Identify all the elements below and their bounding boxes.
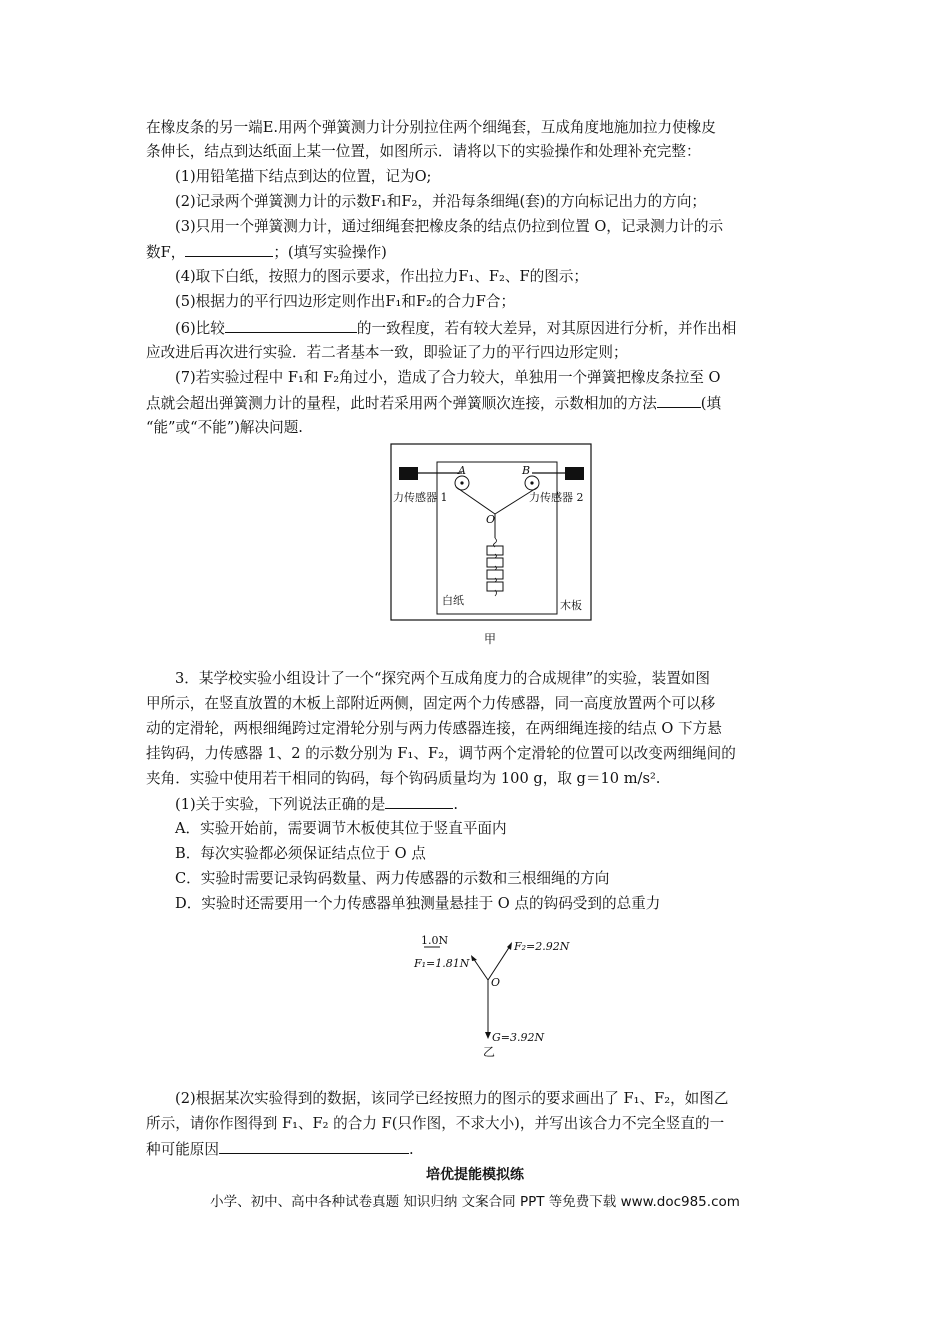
option-c: C．实验时需要记录钩码数量、两力传感器的示数和三根细绳的方向 — [175, 870, 610, 887]
sensor-2-block — [565, 467, 584, 480]
q3-line: 挂钩码，力传感器 1、2 的示数分别为 F₁、F₂，调节两个定滑轮的位置可以改变两细绳间的 — [146, 745, 736, 762]
q3-sub2: (2)根据某次实验得到的数据，该同学已经按照力的图示的要求画出了 F₁、F₂，如图乙 — [175, 1090, 729, 1107]
step-2: (2)记录两个弹簧测力计的示数F₁和F₂，并沿每条细绳(套)的方向标记出力的方向； — [175, 193, 707, 210]
step-6-cont: 应改进后再次进行实验．若二者基本一致，即验证了力的平行四边形定则； — [146, 344, 628, 361]
board-label: 木板 — [560, 599, 582, 612]
option-d: D．实验时还需要用一个力传感器单独测量悬挂于 O 点的钩码受到的总重力 — [175, 895, 661, 912]
label-b: B — [522, 464, 531, 477]
figure-caption: 甲 — [484, 632, 497, 646]
q3-line: 3．某学校实验小组设计了一个“探究两个互成角度力的合成规律”的实验，装置如图 — [175, 670, 710, 687]
q3-sub2-end — [146, 1139, 414, 1160]
step-1: (1)用铅笔描下结点到达的位置，记为O; — [175, 168, 432, 185]
wood-board — [391, 444, 591, 620]
q3-sub2-cont: 所示，请你作图得到 F₁、F₂ 的合力 F(只作图，不求大小)，并写出该合力不完全竖直的一 — [146, 1115, 725, 1132]
step-7-pre: 点就会超出弹簧测力计的量程，此时若采用两个弹簧顺次连接，示数相加的方法 — [146, 395, 657, 412]
f1-label: F₁=1.81N — [414, 957, 470, 970]
step-3-post: ；(填写实验操作) — [273, 244, 387, 261]
q3-line: 动的定滑轮，两根细绳跨过定滑轮分别与两力传感器连接，在两细绳连接的结点 O 下方悬 — [146, 720, 722, 737]
text-line: 条伸长，结点到达纸面上某一位置，如图所示．请将以下的实验操作和处理补充完整： — [146, 143, 701, 160]
f2-label: F₂=2.92N — [514, 940, 570, 953]
scale-label: 1.0N — [421, 934, 449, 947]
text-line: 在橡皮条的另一端E.用两个弹簧测力计分别拉住两个细绳套，互成角度地施加拉力使橡皮 — [146, 119, 716, 136]
q3-sub2-post: . — [408, 1141, 414, 1158]
section-title: 培优提能模拟练 — [426, 1167, 524, 1183]
g-label: G=3.92N — [492, 1031, 545, 1044]
sensor-1-label: 力传感器 1 — [393, 491, 448, 504]
q3-line: 夹角．实验中使用若干相同的钩码，每个钩码质量均为 100 g，取 g＝10 m/s². — [146, 770, 661, 787]
answer-blank[interactable] — [225, 318, 357, 333]
sensor-2-label: 力传感器 2 — [529, 491, 584, 504]
q3-line: 甲所示，在竖直放置的木板上部附近两侧，固定两个力传感器，同一高度放置两个可以移 — [146, 695, 716, 712]
f1-vector — [473, 958, 488, 980]
label-o: O — [486, 513, 496, 526]
step-3-cont — [146, 242, 387, 263]
step-6-post: 的一致程度，若有较大差异，对其原因进行分析，并作出相 — [356, 320, 737, 337]
step-6-pre: (6)比较 — [175, 320, 225, 337]
option-b: B．每次实验都必须保证结点位于 O 点 — [175, 845, 426, 862]
step-4: (4)取下白纸，按照力的图示要求，作出拉力F₁、F₂、F的图示； — [175, 268, 589, 285]
label-a: A — [458, 464, 466, 477]
o-label: O — [491, 976, 501, 989]
q3-sub1 — [175, 794, 458, 815]
q3-sub1-post: . — [453, 796, 459, 813]
paper-label: 白纸 — [442, 594, 464, 607]
step-3-pre: 数F， — [146, 244, 186, 261]
step-7-cont — [146, 393, 721, 414]
footer: 小学、初中、高中各种试卷真题 知识归纳 文案合同 PPT 等免费下载 www.doc985.com — [210, 1194, 740, 1210]
step-6 — [175, 318, 736, 339]
figure-jia — [390, 440, 600, 650]
step-5: (5)根据力的平行四边形定则作出F₁和F₂的合力F合； — [175, 293, 516, 310]
figure-yi — [410, 928, 580, 1060]
answer-blank[interactable] — [185, 242, 273, 257]
q3-sub2-pre: 种可能原因 — [146, 1141, 219, 1158]
step-3: (3)只用一个弹簧测力计，通过细绳套把橡皮条的结点仍拉到位置 O，记录测力计的示 — [175, 218, 724, 235]
answer-blank[interactable] — [385, 794, 453, 809]
option-a: A．实验开始前，需要调节木板使其位于竖直平面内 — [175, 820, 507, 837]
step-7-end: “能”或“不能”)解决问题. — [146, 419, 303, 436]
figure-caption: 乙 — [483, 1045, 496, 1059]
f2-vector — [488, 946, 510, 980]
answer-blank[interactable] — [657, 393, 701, 408]
answer-blank[interactable] — [219, 1139, 409, 1154]
sensor-1-block — [399, 467, 418, 480]
q3-sub1-pre: (1)关于实验，下列说法正确的是 — [175, 796, 386, 813]
step-7-post: (填 — [700, 395, 722, 412]
step-7: (7)若实验过程中 F₁和 F₂角过小，造成了合力较大，单独用一个弹簧把橡皮条拉至 O — [175, 369, 721, 386]
